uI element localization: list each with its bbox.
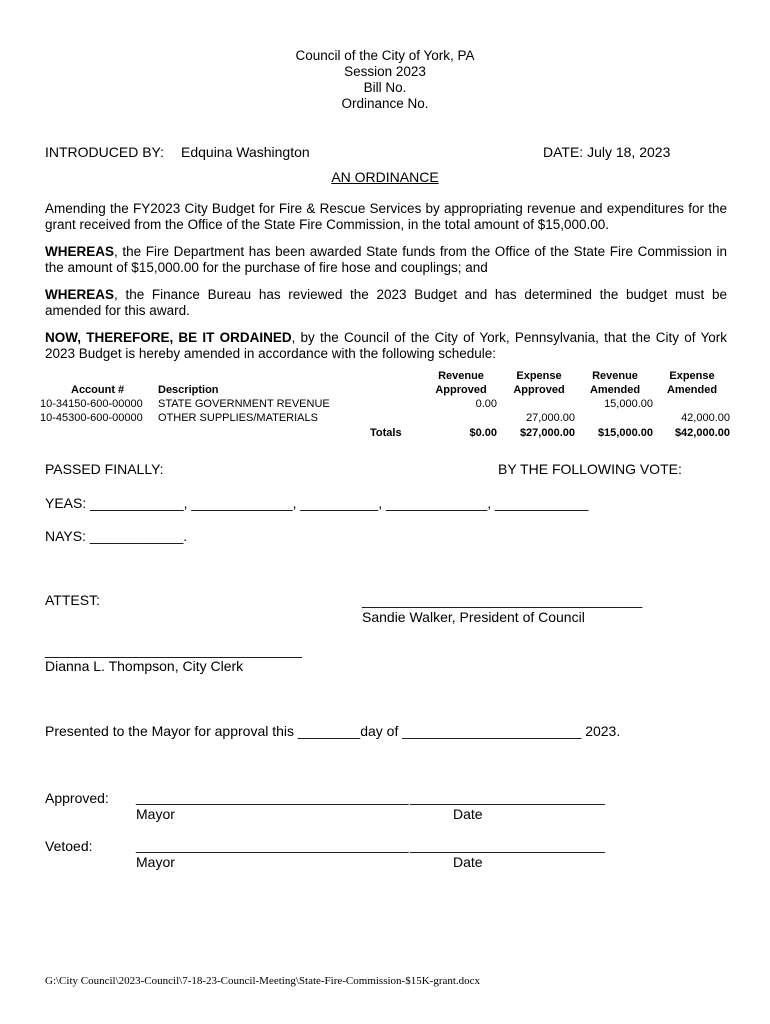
approved-label: Approved:	[45, 790, 109, 806]
totals-revenue-approved: $0.00	[469, 427, 497, 439]
totals-label: Totals	[370, 427, 402, 439]
header-account: Account #	[71, 384, 125, 396]
vetoed-mayor-signature-line: ___________________________________	[136, 837, 409, 853]
table-row-2-expense-amended: 42,000.00	[681, 412, 730, 424]
by-following-vote-label: BY THE FOLLOWING VOTE:	[498, 461, 682, 477]
approved-mayor-label: Mayor	[136, 806, 175, 822]
vetoed-mayor-label: Mayor	[136, 854, 175, 870]
approved-mayor-signature-line: ___________________________________	[136, 789, 409, 805]
whereas-lead: WHEREAS	[45, 244, 115, 259]
amending-paragraph: Amending the FY2023 City Budget for Fire & Rescue Services by appropriating revenue and expenditures for the grant received from the Office of the State Fire Commission, in the total amount of $15,000.00.	[45, 201, 727, 232]
totals-revenue-amended: $15,000.00	[597, 427, 653, 439]
table-row-2-account: 10-45300-600-00000	[40, 412, 143, 424]
header-revenue-amended-2: Amended	[589, 384, 641, 396]
header-revenue-approved-2: Approved	[435, 384, 487, 396]
president-name: Sandie Walker, President of Council	[362, 609, 585, 625]
header-expense-approved-1: Expense	[516, 370, 562, 382]
yeas-line: YEAS: ____________, _____________, __________, _____________, ____________	[45, 495, 589, 511]
whereas-text: , the Finance Bureau has reviewed the 2023 Budget and has determined the budget must be amended for this award.	[45, 287, 727, 318]
header-bill-no: Bill No.	[363, 80, 407, 95]
attest-label: ATTEST:	[45, 592, 100, 608]
whereas-paragraph-1	[45, 244, 727, 276]
table-row-1-revenue-approved: 0.00	[475, 398, 497, 410]
footer-file-path: G:\City Council\2023-Council\7-18-23-Council-Meeting\State-Fire-Commission-$15K-grant.docx	[45, 975, 481, 987]
ordinance-date: DATE: July 18, 2023	[543, 144, 671, 160]
header-expense-amended-2: Amended	[666, 384, 718, 396]
introduced-by-label: INTRODUCED BY:	[45, 144, 165, 160]
table-row-1-description: STATE GOVERNMENT REVENUE	[158, 398, 330, 410]
passed-finally-label: PASSED FINALLY:	[45, 461, 164, 477]
header-description: Description	[158, 384, 219, 396]
presented-to-mayor-line: Presented to the Mayor for approval this ________day of _______________________ 2023.	[45, 723, 621, 739]
nays-line: NAYS: ____________.	[45, 528, 188, 544]
header-ordinance-no: Ordinance No.	[341, 96, 429, 111]
ordained-lead: NOW, THEREFORE, BE IT ORDAINED	[45, 330, 292, 345]
header-revenue-approved-1: Revenue	[438, 370, 484, 382]
whereas-lead: WHEREAS	[45, 287, 115, 302]
whereas-text: , the Fire Department has been awarded State funds from the Office of the State Fire Commission in the amount of $15,000.00 for the purchase of fire hose and couplings; and	[45, 244, 727, 275]
header-council: Council of the City of York, PA	[295, 48, 475, 63]
ordained-paragraph	[45, 330, 727, 362]
president-signature-line: ____________________________________	[362, 592, 643, 608]
header-expense-approved-2: Approved	[513, 384, 565, 396]
totals-expense-amended: $42,000.00	[674, 427, 730, 439]
table-row-1-account: 10-34150-600-00000	[40, 398, 143, 410]
ordained-text: , by the Council of the City of York, Pennsylvania, that the City of York 2023 Budget is hereby amended in accordance with the following schedule:	[45, 330, 727, 361]
header-expense-amended-1: Expense	[669, 370, 715, 382]
header-session: Session 2023	[344, 64, 426, 79]
whereas-paragraph-2	[45, 287, 727, 319]
clerk-name: Dianna L. Thompson, City Clerk	[45, 658, 244, 674]
ordinance-title: AN ORDINANCE	[331, 169, 439, 185]
vetoed-date-label: Date	[453, 854, 483, 870]
header-revenue-amended-1: Revenue	[592, 370, 638, 382]
approved-date-line: _________________________	[410, 789, 605, 805]
table-row-2-expense-approved: 27,000.00	[526, 412, 575, 424]
totals-expense-approved: $27,000.00	[519, 427, 575, 439]
table-row-1-revenue-amended: 15,000.00	[604, 398, 653, 410]
approved-date-label: Date	[453, 806, 483, 822]
table-row-2-description: OTHER SUPPLIES/MATERIALS	[158, 412, 318, 424]
vetoed-label: Vetoed:	[45, 838, 93, 854]
introduced-by-name: Edquina Washington	[181, 144, 310, 160]
vetoed-date-line: _________________________	[410, 837, 605, 853]
clerk-signature-line: _________________________________	[45, 642, 302, 658]
